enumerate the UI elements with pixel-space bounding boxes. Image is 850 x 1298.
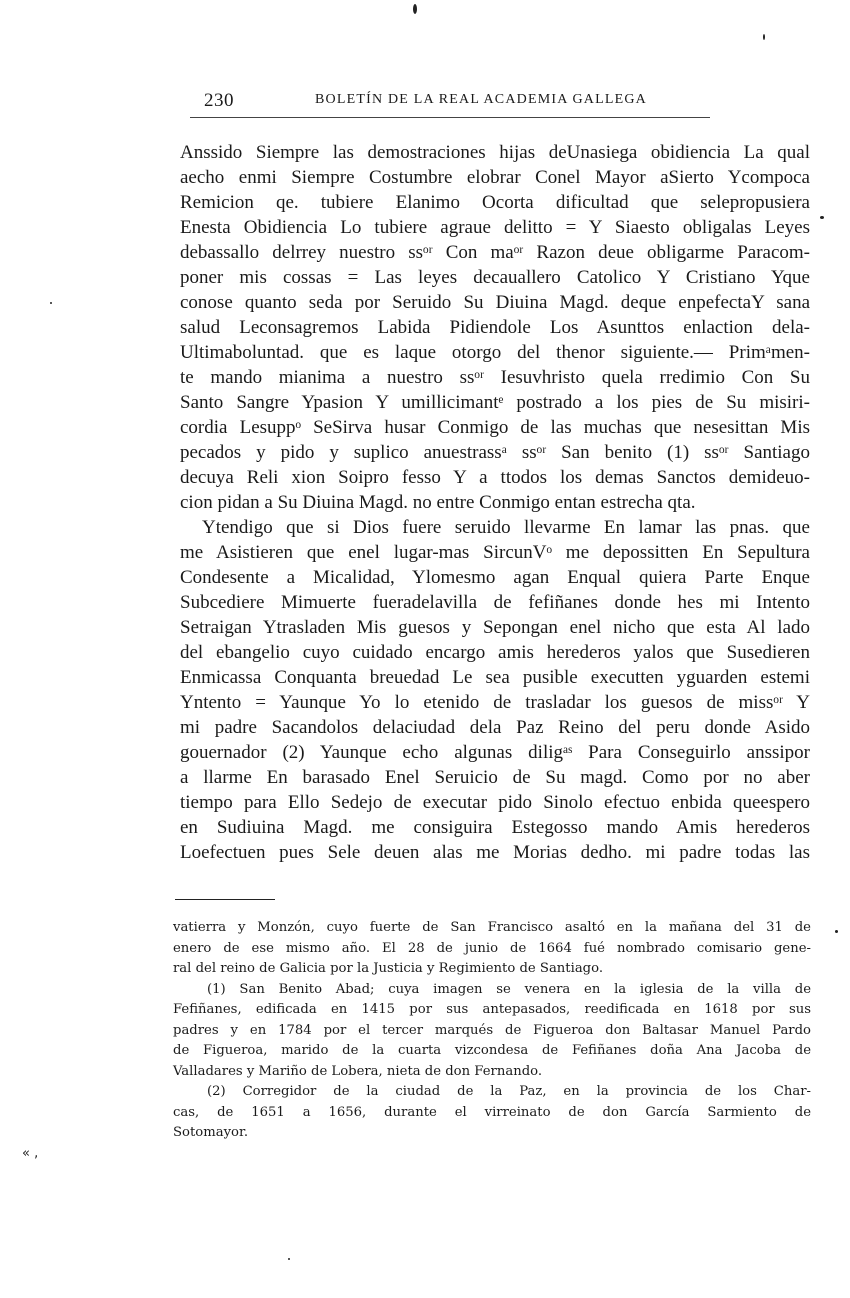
footnote-2: (2) Corregidor de la ciudad de la Paz, en la provincia de los Char- [207,1084,811,1099]
page-number: 230 [204,90,234,111]
body-line: Ultimaboluntad. que es laque otorgo del thenor siguiente.— Primᵃmen- [180,342,810,363]
body-line: gouernador (2) Yaunque echo algunas diligᵃˢ Para Conseguirlo anssipor [180,742,810,763]
body-line: tiempo para Ello Sedejo de executar pido Sinolo efectuo enbida queespero [180,792,810,813]
body-line: Setraigan Ytrasladen Mis guesos y Sepongan enel nicho que esta Al lado [180,617,810,638]
scan-speck [763,34,765,40]
scan-speck [50,302,52,304]
body-line: aecho enmi Siempre Costumbre elobrar Conel Mayor aSierto Ycompoca [180,167,810,188]
body-line: Condesente a Micalidad, Ylomesmo agan Enqual quiera Parte Enque [180,567,810,588]
footnote-line: Valladares y Mariño de Lobera, nieta de don Fernando. [173,1063,543,1079]
body-line: debassallo delrrey nuestro ssᵒʳ Con maᵒʳ Razon deue obligarme Paracom- [180,242,810,263]
footnotes [173,918,811,1144]
scan-speck [413,4,417,14]
body-line: me Asistieren que enel lugar-mas SircunVᵒ me depossitten En Sepultura [180,542,810,563]
footnote-line: vatierra y Monzón, cuyo fuerte de San Francisco asaltó en la mañana del 31 de [173,920,811,935]
margin-mark: « , [22,1146,39,1161]
scan-speck [288,1258,290,1260]
footnote-line: padres y en 1784 por el tercer marqués de Figueroa don Baltasar Manuel Pardo [173,1022,811,1038]
body-line: Enesta Obidiencia Lo tubiere agraue delitto = Y Siaesto obligalas Leyes [180,217,810,238]
footnote-line: de Figueroa, marido de la cuarta vizcondesa de Fefiñanes doña Ana Jacoba de [173,1043,811,1058]
body-line: a llarme En barasado Enel Seruicio de Su magd. Como por no aber [180,767,810,788]
header-rule [190,117,710,118]
body-line: Ytendigo que si Dios fuere seruido llevarme En lamar las pnas. que [202,517,810,538]
body-line: Santo Sangre Ypasion Y umillicimantᵉ postrado a los pies de Su misiri- [180,392,810,413]
body-line: decuya Reli xion Soipro fesso Y a ttodos los demas Sanctos demideuo- [180,467,810,488]
body-line: mi padre Sacandolos delaciudad dela Paz Reino del peru donde Asido [180,717,810,738]
body-line: cordia Lesuppᵒ SeSirva husar Conmigo de las muchas que nesesittan Mis [180,417,810,438]
body-line: en Sudiuina Magd. me consiguira Estegosso mando Amis herederos [180,817,810,838]
footnote-rule [175,899,275,900]
footnote-line: ral del reino de Galicia por la Justicia y Regimiento de Santiago. [173,961,604,976]
scan-speck [820,216,824,219]
body-line: Subcediere Mimuerte fueradelavilla de fefiñanes donde hes mi Intento [180,592,810,613]
body-line: Remicion qe. tubiere Elanimo Ocorta dificultad que selepropusiera [180,192,810,213]
body-line: conose quanto seda por Seruido Su Diuina Magd. deque enpefectaY sana [180,292,810,313]
journal-title: BOLETÍN DE LA REAL ACADEMIA GALLEGA [315,92,647,107]
body-line: Anssido Siempre las demostraciones hijas deUnasiega obidiencia La qual [180,142,810,163]
body-line: pecados y pido y suplico anuestrassᵃ ssᵒʳ San benito (1) ssᵒʳ Santiago [180,442,810,463]
body-text [180,140,810,865]
body-line: del ebangelio cuyo cuidado encargo amis herederos yalos que Susedieren [180,642,810,663]
body-line: salud Leconsagremos Labida Pidiendole Los Asunttos enlaction dela- [180,317,810,338]
body-line: cion pidan a Su Diuina Magd. no entre Conmigo entan estrecha qta. [180,492,696,513]
footnote-line: Fefiñanes, edificada en 1415 por sus antepasados, reedificada en 1618 por sus [173,1002,811,1017]
body-line: Yntento = Yaunque Yo lo etenido de trasladar los guesos de missᵒʳ Y [180,692,810,713]
running-head [200,88,700,114]
body-line: te mando mianima a nuestro ssᵒʳ Iesuvhristo quela rredimio Con Su [180,367,810,388]
body-line: Loefectuen pues Sele deuen alas me Morias dedho. mi padre todas las [180,842,810,863]
body-line: poner mis cossas = Las leyes decauallero Catolico Y Cristiano Yque [180,267,810,288]
scan-speck [835,930,838,933]
footnote-line: Sotomayor. [173,1125,249,1140]
footnote-line: enero de ese mismo año. El 28 de junio de 1664 fué nombrado comisario gene- [173,940,811,956]
body-line: Enmicassa Conquanta breuedad Le sea pusible executten yguarden estemi [180,667,810,688]
footnote-1: (1) San Benito Abad; cuya imagen se venera en la iglesia de la villa de [207,981,811,997]
footnote-line: cas, de 1651 a 1656, durante el virreinato de don García Sarmiento de [173,1104,811,1120]
